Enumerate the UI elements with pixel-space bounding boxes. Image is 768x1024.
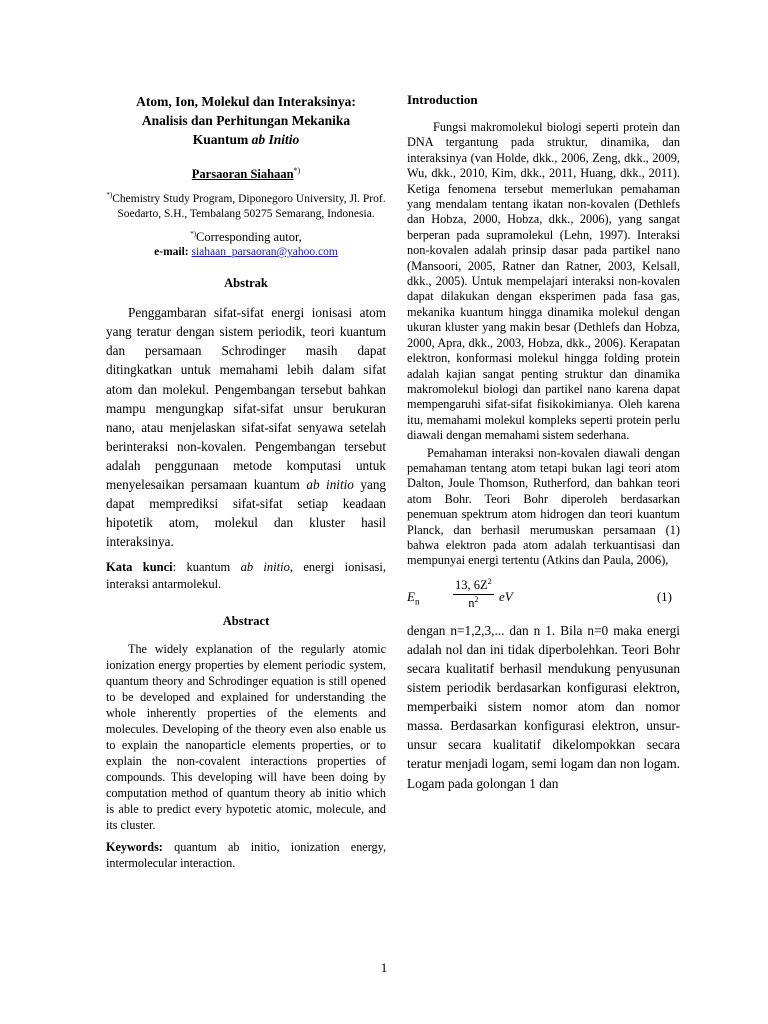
intro-paragraph-2: Pemahaman interaksi non-kovalen diawali dengan pemahaman tentang atom tetapi bukan lagi teori atom Dalton, Joule Thomson, Rutherford, dan bahkan teori atom Bohr. Teori Bohr diperoleh berdasarkan penemuan spektrum atom hidrogen dan teori kuantum Planck, dan berhasil merumuskan persamaan (1) bahwa elektron pada atom adalah terkuantisasi dan mempunyai energi tertentu (Atkins dan Paula, 2006), — [407, 445, 680, 568]
abstract-heading: Abstract — [222, 614, 270, 629]
equation-numerator — [453, 577, 494, 595]
equation-lhs — [407, 589, 419, 607]
email-label: e-mail: — [154, 246, 189, 259]
right-column — [407, 92, 680, 793]
abstrak-text — [106, 303, 386, 551]
author-name: Parsaoran Siahaan — [191, 167, 294, 182]
corresponding-text: Corresponding autor, — [196, 230, 302, 245]
email-line — [106, 245, 386, 260]
keywords — [106, 839, 386, 871]
author-mark: *) — [293, 166, 301, 175]
intro-paragraph-3: dengan n=1,2,3,... dan n 1. Bila n=0 maka energi adalah nol dan ini tidak diperbolehkan. Teori Bohr secara kualitatif berhasil mendukung penyusunan sistem periodik berdasarkan konfigurasi elektron, memperbaiki sistem nomor atom dan nomor massa. Berdasarkan konfigurasi elektron, unsur-unsur secara kualitatif dikelompokkan secara teratur menjadi logam, semi logam dan non logam. Logam pada golongan 1 dan — [407, 622, 680, 791]
numerator-text: 13, 6Z — [455, 577, 488, 592]
title-line-1: Atom, Ion, Molekul dan Interaksinya: — [136, 94, 356, 109]
abstrak-part-2: yang dapat memprediksi sifat-sifat setiap keadaan hipotetik atom, molekul dan kluster hasil interaksinya. — [106, 476, 387, 550]
title-line-2: Analisis dan Perhitungan Mekanika — [141, 113, 351, 128]
keywords-label: Keywords: — [106, 840, 163, 855]
affiliation — [106, 188, 386, 222]
intro-paragraph-1: Fungsi makromolekul biologi seperti protein dan DNA tergantung pada struktur, dinamika, dan interaksinya (van Holde, dkk., 2006, Zeng, dkk., 2009, Wu, dkk., 2010, Kim, dkk., 2011, Huang, dkk., 2011). Ketiga fenomena tersebut memerlukan pemahaman yang mendalam tentang ikatan non-kovalen (Dethlefs dan Hobza, 2000, Hobza, dkk., 2006), yang sangat berperan pada supramolekul (Lehn, 1997). Interaksi non-kovalen adalah prinsip dasar pada partikel nano (Mansoori, 2005, Ratner dan Ratner, 2003, Kelsall, dkk., 2005). Untuk mempelajari interaksi non-kovalen dapat dilakukan dengan eksperimen pada fasa gas, mekanika kuantum hingga dinamika molekul dengan ukuran kluster yang makin besar (Dethlefs dan Hobza, 2000, Apra, dkk., 2003, Hobza, dkk., 2006). Kerapatan elektron, konformasi molekul hingga folding protein adalah kajian sangat penting struktur dan dinamika makromolekul biologi dan partikel nano karena dapat mempengaruhi sifat-sifat fisikokimianya. Oleh karena itu, memahami molekul kompleks seperti protein perlu diawali dengan memahami sistem sederhana. — [407, 120, 680, 443]
corresponding-line — [106, 226, 386, 245]
title-italic: ab Initio — [251, 132, 300, 147]
corr-mark: *) — [190, 229, 197, 238]
equation-1 — [407, 577, 680, 617]
kata-kunci-prefix: : kuantum — [172, 560, 241, 575]
kata-kunci-italic: ab initio — [240, 560, 290, 575]
equation-e: E — [407, 588, 415, 604]
equation-number: (1) — [656, 588, 672, 604]
kata-kunci — [106, 559, 386, 592]
email-link[interactable]: siahaan_parsaoran@yahoo.com — [191, 246, 338, 259]
author-block — [106, 163, 386, 182]
left-column — [106, 92, 386, 871]
equation-sub: n — [414, 596, 420, 607]
paper-title — [106, 92, 386, 149]
kata-kunci-rest: , energi ionisasi, interaksi antarmolekul. — [106, 560, 386, 591]
equation-denominator — [453, 595, 494, 611]
introduction-heading: Introduction — [407, 92, 478, 107]
title-line-3: Kuantum — [192, 132, 252, 147]
abstrak-italic: ab initio — [306, 476, 354, 492]
page-number: 1 — [380, 960, 388, 975]
denominator-sup: 2 — [474, 594, 479, 604]
abstract-text: The widely explanation of the regularly atomic ionization energy properties by element periodic system, quantum theory and Schrodinger equation is still opened to be developed and explained for understanding the whole inherently properties of the elements and molecules. Developing of the theory even also enable us to explain the nanoparticle elements properties, or to explain the non-covalent interactions properties of compounds. This developing will have been doing by computation method of quantum theory ab initio which is able to predict every hypotetic atomic, molecule, and its cluster. — [106, 642, 386, 833]
denominator-text: n — [468, 596, 475, 611]
abstrak-heading: Abstrak — [224, 276, 268, 291]
numerator-sup: 2 — [487, 576, 492, 586]
keywords-text: quantum ab initio, ionization energy, intermolecular interaction. — [106, 840, 386, 871]
affiliation-text: Chemistry Study Program, Diponegoro University, Jl. Prof. Soedarto, S.H., Tembalang 50275 Semarang, Indonesia. — [112, 192, 386, 220]
abstrak-part-1: Penggambaran sifat-sifat energi ionisasi atom yang teratur dengan sistem periodik, teori kuantum dan persamaan Schrodinger masih dapat ditingkatkan untuk memahami lebih dalam sifat atom dan molekul. Pengembangan tersebut bahkan mampu mengungkap sifat-sifat unsur berukuran nano, atau menjelaskan sifat-sifat senyawa setelah berinteraksi non-kovalen. Pengembangan tersebut adalah penggunaan metode komputasi untuk menyelesaikan persamaan kuantum — [106, 305, 386, 492]
equation-unit: eV — [499, 588, 513, 604]
kata-kunci-label: Kata kunci — [106, 560, 173, 575]
affil-mark: *) — [106, 191, 113, 200]
equation-fraction — [453, 577, 494, 611]
